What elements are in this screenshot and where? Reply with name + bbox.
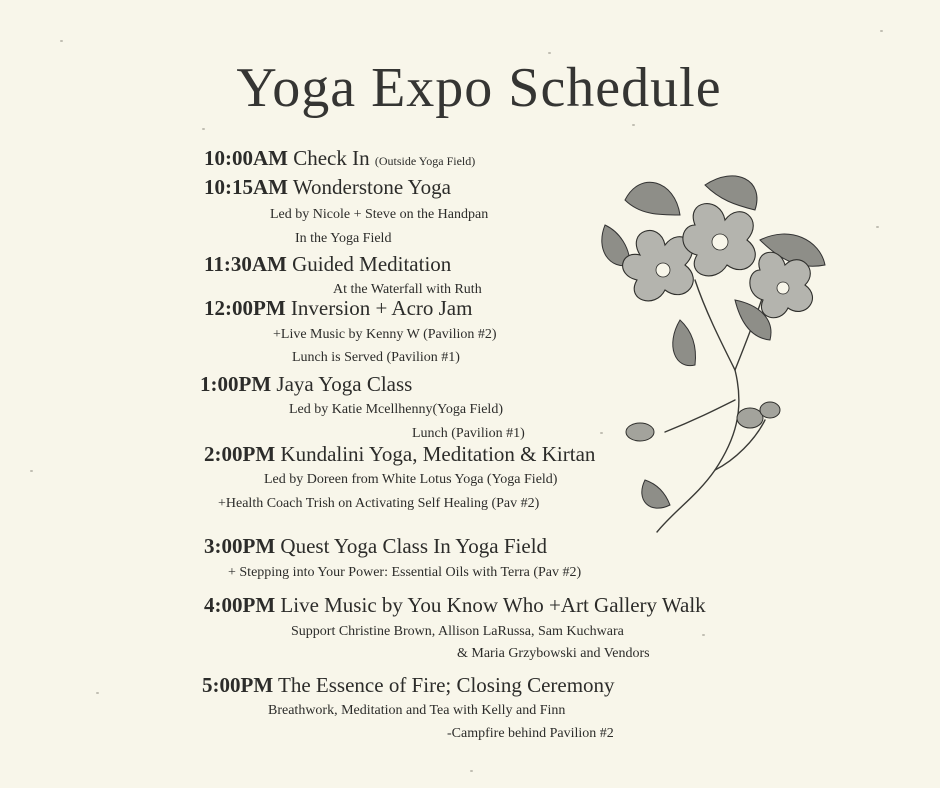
- schedule-item-300pm: [204, 534, 547, 559]
- time-label: 10:00AM: [204, 146, 288, 170]
- paper-speck: [96, 692, 99, 694]
- paper-speck: [548, 52, 551, 54]
- event-detail: -Campfire behind Pavilion #2: [447, 726, 614, 741]
- schedule-item-1130am: [204, 252, 451, 277]
- time-label: 5:00PM: [202, 673, 274, 697]
- schedule-item-1200pm: [204, 296, 472, 321]
- event-title: Kundalini Yoga, Meditation & Kirtan: [280, 442, 596, 466]
- event-title: Check In: [293, 146, 370, 170]
- time-label: 1:00PM: [200, 372, 272, 396]
- event-detail: At the Waterfall with Ruth: [333, 282, 482, 297]
- event-detail: Lunch is Served (Pavilion #1): [292, 350, 460, 365]
- event-detail: Led by Doreen from White Lotus Yoga (Yoga Field): [264, 472, 558, 487]
- paper-speck: [876, 226, 879, 228]
- paper-speck: [60, 40, 63, 42]
- event-detail: In the Yoga Field: [295, 231, 392, 246]
- event-title: Jaya Yoga Class: [276, 372, 413, 396]
- schedule-item-400pm: [204, 593, 706, 618]
- schedule-item-1015am: [204, 175, 451, 200]
- event-title: Guided Meditation: [292, 252, 452, 276]
- event-detail: Support Christine Brown, Allison LaRussa, Sam Kuchwara: [291, 624, 624, 639]
- event-title: The Essence of Fire; Closing Ceremony: [278, 673, 615, 697]
- event-detail: Lunch (Pavilion #1): [412, 426, 525, 441]
- time-label: 4:00PM: [204, 593, 276, 617]
- event-location-note: (Outside Yoga Field): [374, 154, 476, 168]
- time-label: 12:00PM: [204, 296, 286, 320]
- paper-speck: [702, 634, 705, 636]
- paper-speck: [880, 30, 883, 32]
- schedule-item-1000am: [204, 146, 475, 171]
- event-detail: Led by Nicole + Steve on the Handpan: [270, 207, 489, 222]
- time-label: 2:00PM: [204, 442, 276, 466]
- time-label: 3:00PM: [204, 534, 276, 558]
- flower-illustration: [585, 170, 845, 540]
- event-detail: +Live Music by Kenny W (Pavilion #2): [273, 327, 497, 342]
- event-detail: +Health Coach Trish on Activating Self Healing (Pav #2): [218, 496, 540, 511]
- event-detail: + Stepping into Your Power: Essential Oils with Terra (Pav #2): [228, 565, 582, 580]
- page-title: Yoga Expo Schedule: [236, 57, 722, 119]
- paper-speck: [30, 470, 33, 472]
- time-label: 11:30AM: [204, 252, 287, 276]
- time-label: 10:15AM: [204, 175, 288, 199]
- paper-speck: [632, 124, 635, 126]
- paper-speck: [202, 128, 205, 130]
- schedule-item-100pm: [200, 372, 412, 397]
- schedule-item-500pm: [202, 673, 615, 698]
- event-title: Live Music by You Know Who +Art Gallery Walk: [280, 593, 706, 617]
- event-detail: Breathwork, Meditation and Tea with Kelly and Finn: [268, 703, 566, 718]
- event-detail: Led by Katie Mcellhenny(Yoga Field): [289, 402, 503, 417]
- event-title: Wonderstone Yoga: [292, 175, 451, 199]
- paper-speck: [470, 770, 473, 772]
- schedule-item-200pm: [204, 442, 595, 467]
- event-detail: & Maria Grzybowski and Vendors: [457, 646, 650, 661]
- event-title: Inversion + Acro Jam: [290, 296, 473, 320]
- event-title: Quest Yoga Class In Yoga Field: [280, 534, 548, 558]
